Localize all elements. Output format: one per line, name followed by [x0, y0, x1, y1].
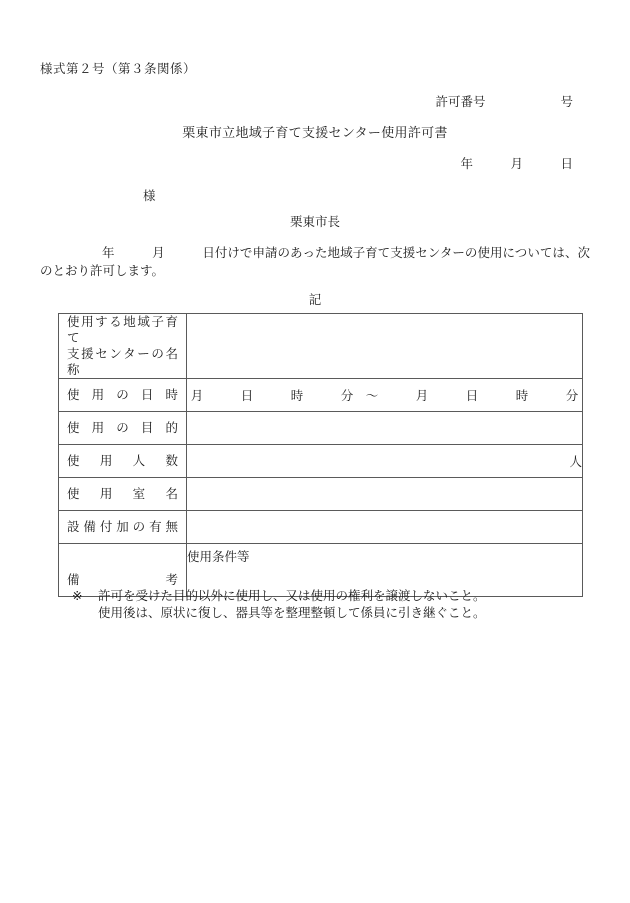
row-label-room-name: [59, 478, 187, 511]
issuer-line: 栗東市長: [289, 215, 340, 229]
body-paragraph-text: 年 月 日付けで申請のあった地域子育て支援センターの使用については、次のとおり許可します。: [40, 246, 590, 278]
row-label-line2: 支援センターの名称: [67, 347, 178, 377]
row-value-equipment[interactable]: [187, 511, 583, 544]
footnotes: [72, 588, 486, 622]
note-mark-icon: ※: [72, 589, 83, 603]
row-label-text: 使用の目的: [67, 421, 178, 435]
row-label-usage-purpose: [59, 412, 187, 445]
row-value-room-name[interactable]: [187, 478, 583, 511]
document-title: 栗東市立地域子育て支援センター使用許可書: [182, 125, 448, 140]
row-label-text: 使用室名: [67, 487, 178, 501]
row-label-text: 設備付加の有無: [67, 520, 178, 534]
body-paragraph: [40, 244, 590, 280]
section-mark: 記: [308, 293, 322, 307]
row-label-line1: 使用する地域子育て: [67, 315, 178, 345]
row-label-text: 使用人数: [67, 454, 178, 468]
addressee-line: 様: [143, 189, 156, 203]
row-label-text: 使用の日時: [67, 388, 178, 402]
table-row: [59, 478, 583, 511]
table-row: [59, 445, 583, 478]
table-row: [59, 511, 583, 544]
footnote-line-1: [72, 588, 486, 605]
row-value-usage-datetime[interactable]: 月 日 時 分 ～ 月 日 時 分: [187, 379, 583, 412]
table-row: [59, 379, 583, 412]
footnote-text-1: 許可を受けた目的以外に使用し、又は使用の権利を譲渡しないこと。: [98, 589, 486, 603]
footnote-line-2: [72, 605, 486, 622]
form-number: 様式第２号（第３条関係）: [40, 62, 197, 76]
remarks-value-text: 使用条件等: [187, 550, 250, 564]
issue-date-line: 年 月 日: [460, 157, 573, 171]
footnote-text-2: 使用後は、原状に復し、器具等を整理整頓して係員に引き継ぐこと。: [98, 606, 486, 620]
row-value-center-name[interactable]: [187, 314, 583, 379]
row-value-usage-purpose[interactable]: [187, 412, 583, 445]
row-label-text: [59, 314, 186, 378]
row-value-number-of-people[interactable]: 人: [187, 445, 583, 478]
row-label-center-name: [59, 314, 187, 379]
table-row: [59, 412, 583, 445]
row-label-usage-datetime: [59, 379, 187, 412]
permit-number-label: 許可番号 号: [435, 95, 573, 109]
table-row: [59, 314, 583, 379]
permit-details-table: [58, 313, 583, 597]
row-label-number-of-people: [59, 445, 187, 478]
row-label-equipment: [59, 511, 187, 544]
row-label-text: 備考: [67, 573, 178, 587]
